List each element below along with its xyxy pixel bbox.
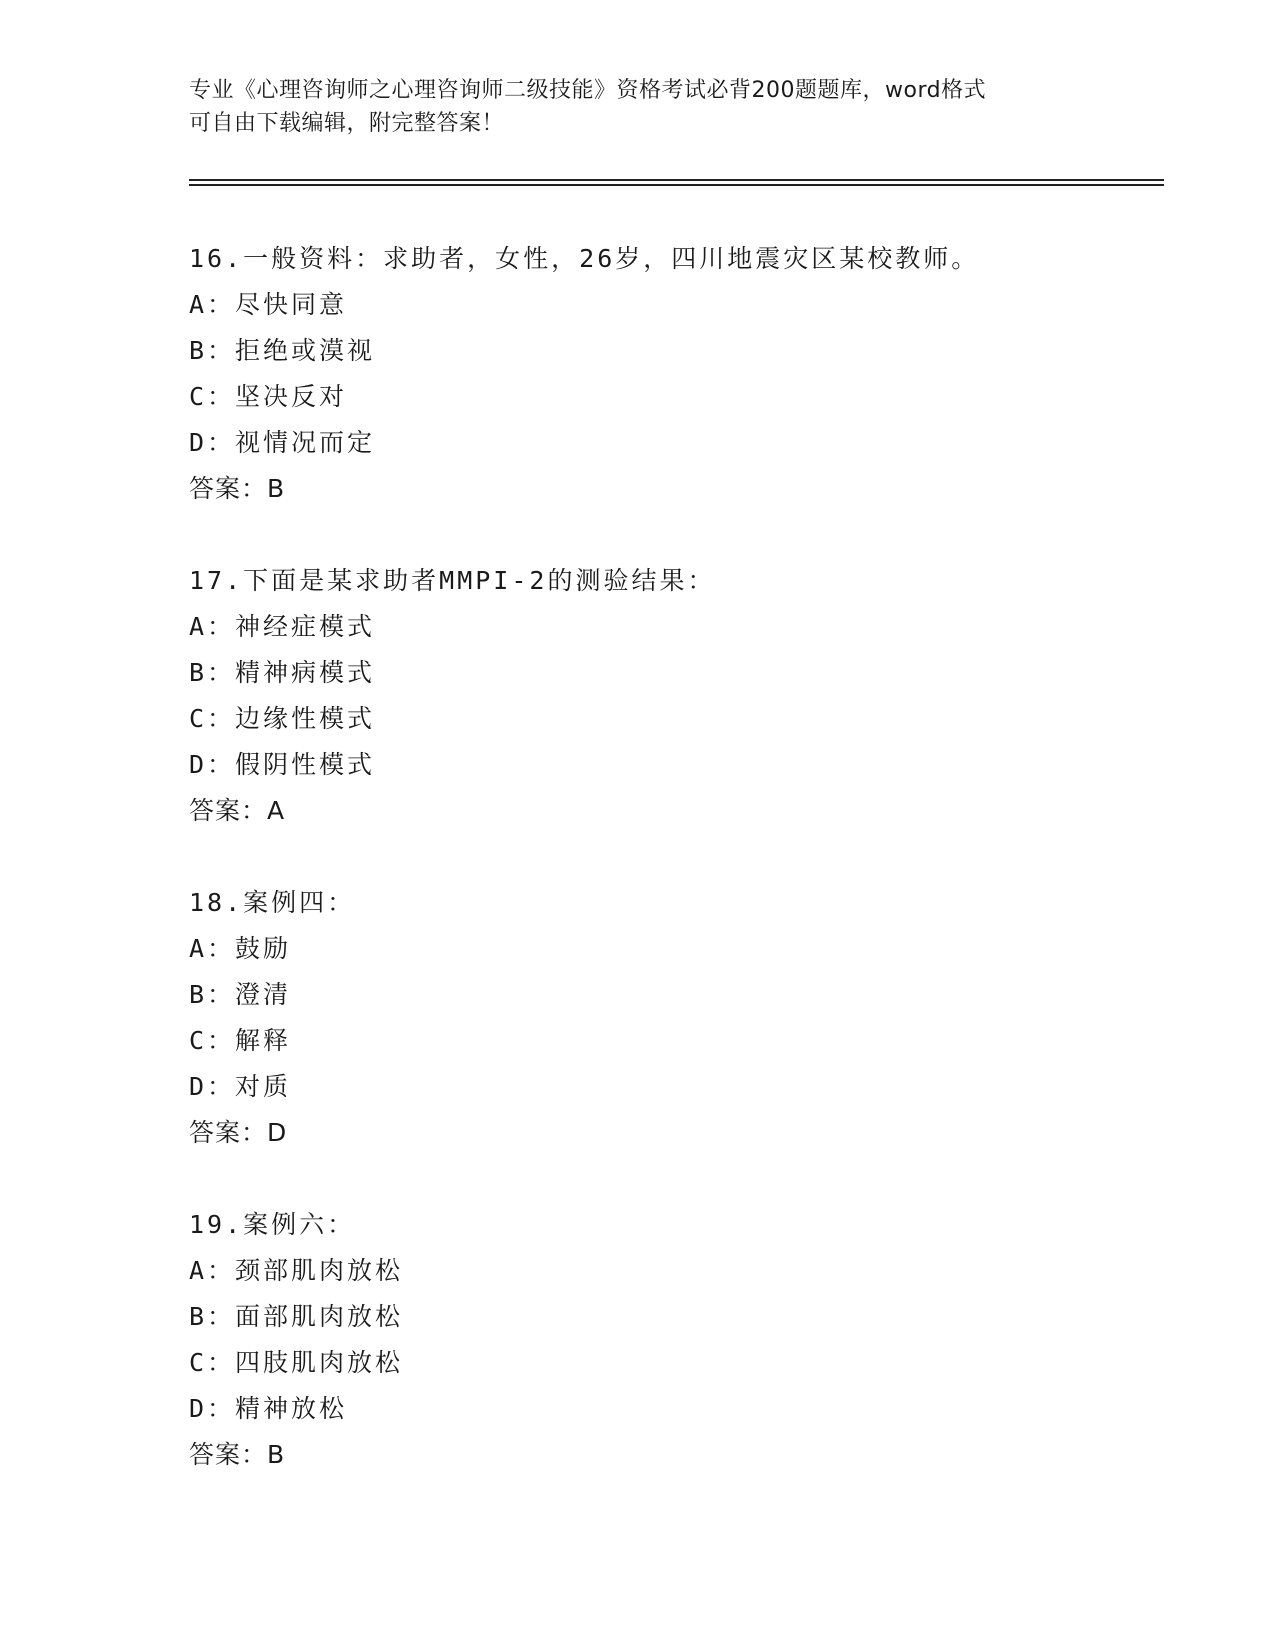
question-18 (189, 880, 1149, 1156)
answer-line: 答案：B (189, 1440, 286, 1469)
header-line-1: 专业《心理咨询师之心理咨询师二级技能》资格考试必背200题题库，word格式 (189, 78, 987, 103)
option-d: D：视情况而定 (189, 428, 376, 457)
question-stem: 19.案例六： (189, 1210, 356, 1239)
option-c: C：边缘性模式 (189, 704, 376, 733)
option-b: B：拒绝或漠视 (189, 336, 376, 365)
option-d: D：精神放松 (189, 1394, 348, 1423)
option-c: C：四肢肌肉放松 (189, 1348, 404, 1377)
answer-line: 答案：B (189, 474, 286, 503)
header-divider-top (189, 179, 1164, 181)
header-line-2: 可自由下载编辑，附完整答案！ (189, 111, 505, 136)
option-a: A：颈部肌肉放松 (189, 1256, 404, 1285)
option-d: D：假阴性模式 (189, 750, 376, 779)
option-c: C：解释 (189, 1026, 292, 1055)
document-header (189, 74, 1089, 140)
question-19 (189, 1202, 1149, 1478)
option-b: B：精神病模式 (189, 658, 376, 687)
question-16 (189, 236, 1149, 512)
answer-line: 答案：D (189, 1118, 288, 1147)
option-a: A：神经症模式 (189, 612, 376, 641)
question-stem: 16.一般资料：求助者，女性，26岁，四川地震灾区某校教师。 (189, 244, 980, 273)
question-17 (189, 558, 1149, 834)
option-a: A：鼓励 (189, 934, 292, 963)
option-d: D：对质 (189, 1072, 292, 1101)
question-stem: 17.下面是某求助者MMPI-2的测验结果： (189, 566, 716, 595)
option-c: C：坚决反对 (189, 382, 348, 411)
header-divider-bottom (189, 184, 1164, 186)
question-stem: 18.案例四： (189, 888, 356, 917)
option-a: A：尽快同意 (189, 290, 348, 319)
option-b: B：面部肌肉放松 (189, 1302, 404, 1331)
option-b: B：澄清 (189, 980, 292, 1009)
answer-line: 答案：A (189, 796, 286, 825)
